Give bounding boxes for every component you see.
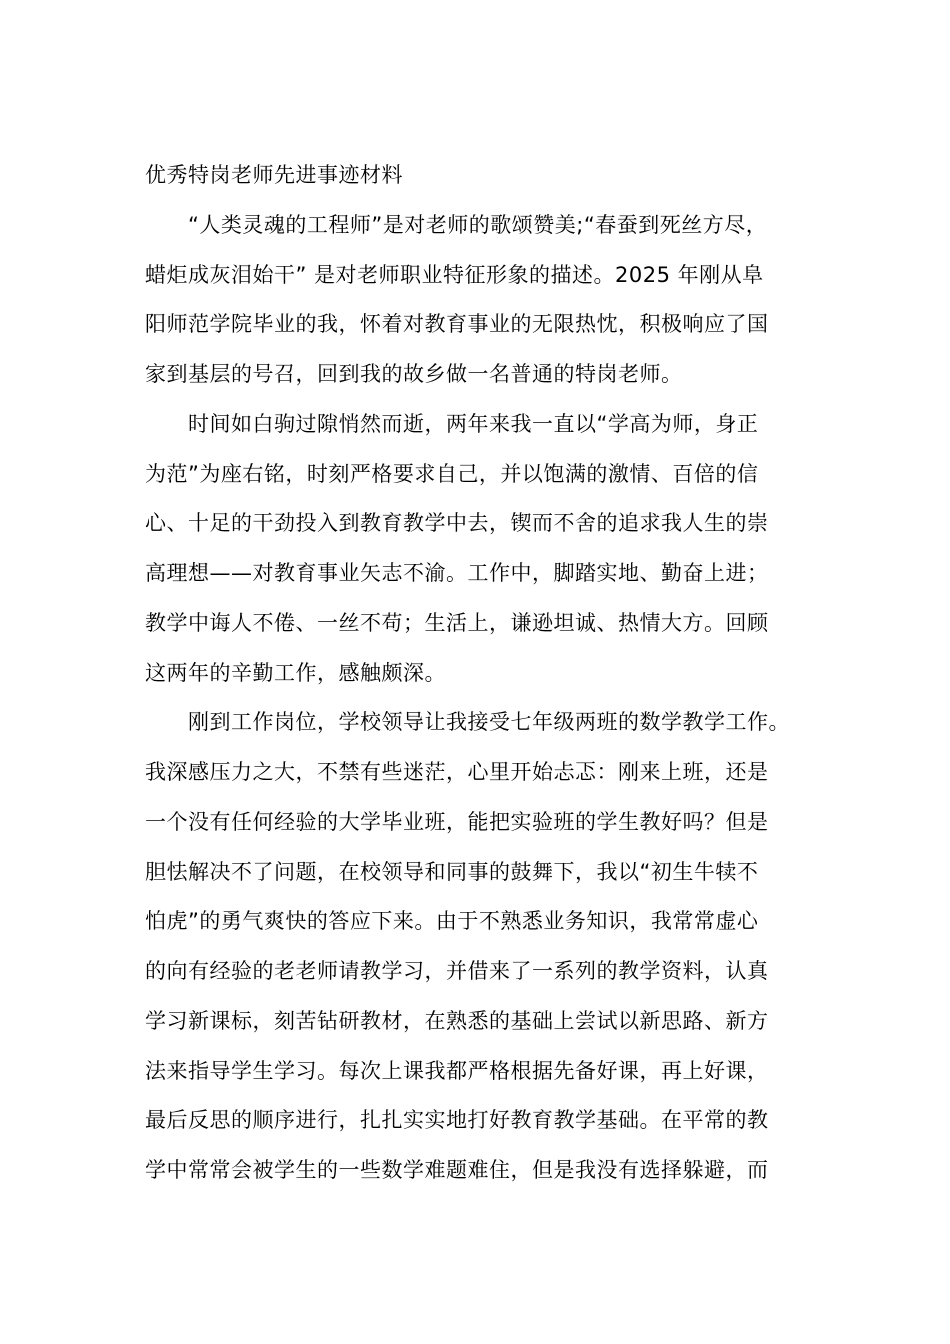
text-line: 刚到工作岗位，学校领导让我接受七年级两班的数学教学工作。	[188, 710, 790, 734]
text-line: 教学中诲人不倦、一丝不苟；生活上，谦逊坦诚、热情大方。回顾	[145, 611, 769, 635]
text-line: 时间如白驹过隙悄然而逝，两年来我一直以“学高为师，身正	[188, 412, 759, 436]
text-line: 阳师范学院毕业的我，怀着对教育事业的无限热忱，积极响应了国	[145, 312, 769, 336]
text-line: 一个没有任何经验的大学毕业班，能把实验班的学生教好吗？但是	[145, 810, 769, 834]
text-line: 最后反思的顺序进行，扎扎实实地打好教育教学基础。在平常的教	[145, 1108, 769, 1132]
text-line: 这两年的辛勤工作，感触颇深。	[145, 661, 446, 685]
text-line: 的向有经验的老老师请教学习，并借来了一系列的教学资料，认真	[145, 959, 769, 983]
text-line: 蜡炬成灰泪始干” 是对老师职业特征形象的描述。2025 年刚从阜	[145, 263, 764, 287]
text-line: 为范”为座右铭，时刻严格要求自己，并以饱满的激情、百倍的信	[145, 462, 759, 486]
text-line: 胆怯解决不了问题，在校领导和同事的鼓舞下，我以“初生牛犊不	[145, 860, 759, 884]
text-line: 高理想——对教育事业矢志不渝。工作中，脚踏实地、勤奋上进；	[145, 561, 769, 585]
text-line: 学中常常会被学生的一些数学难题难住，但是我没有选择躲避，而	[145, 1158, 769, 1182]
text-line: 怕虎”的勇气爽快的答应下来。由于不熟悉业务知识，我常常虚心	[145, 909, 759, 933]
text-line: “人类灵魂的工程师”是对老师的歌颂赞美;“春蚕到死丝方尽，	[188, 213, 768, 237]
document-title: 优秀特岗老师先进事迹材料	[145, 163, 403, 187]
text-line: 我深感压力之大，不禁有些迷茫，心里开始忐忑：刚来上班，还是	[145, 760, 769, 784]
text-line: 家到基层的号召，回到我的故乡做一名普通的特岗老师。	[145, 362, 683, 386]
text-line: 学习新课标，刻苦钻研教材，在熟悉的基础上尝试以新思路、新方	[145, 1009, 769, 1033]
text-line: 法来指导学生学习。每次上课我都严格根据先备好课，再上好课，	[145, 1059, 769, 1083]
text-line: 心、十足的干劲投入到教育教学中去，锲而不舍的追求我人生的崇	[145, 511, 769, 535]
